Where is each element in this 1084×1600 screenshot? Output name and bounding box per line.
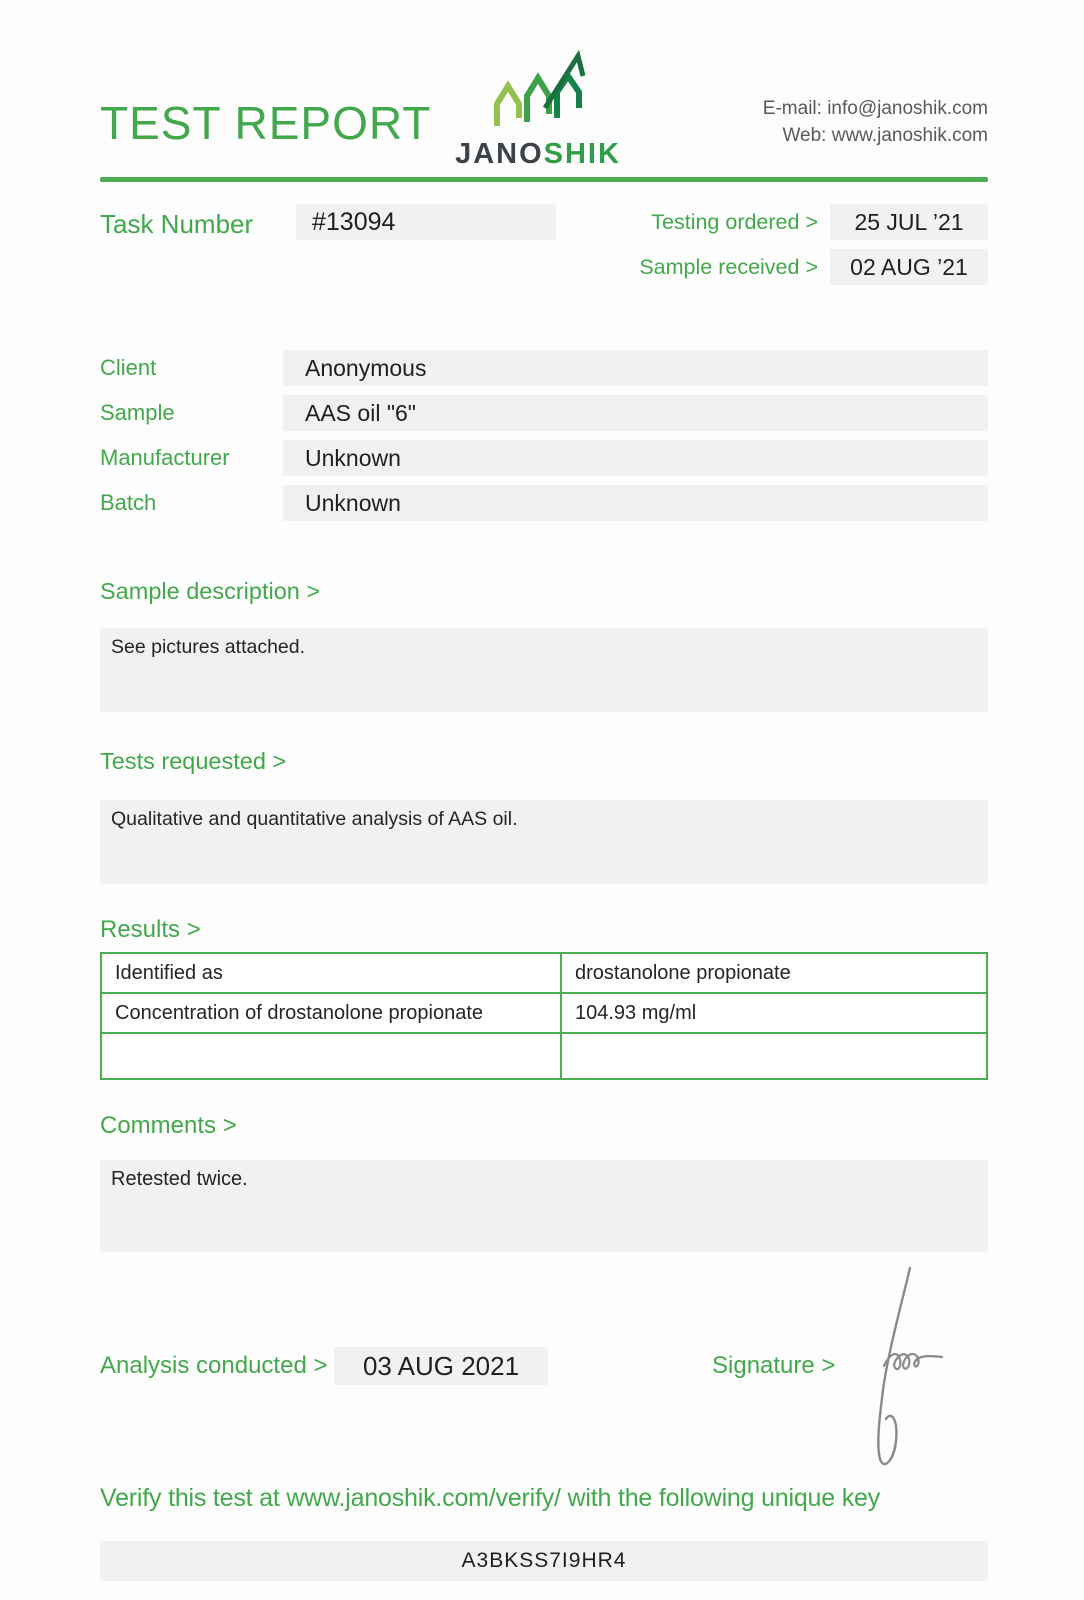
- sample-description-text: See pictures attached.: [111, 636, 306, 658]
- manufacturer-label: Manufacturer: [100, 445, 230, 470]
- header-divider: [100, 177, 988, 182]
- result-label-empty: [101, 1033, 561, 1079]
- sample-received-row: [560, 249, 988, 285]
- sample-description-heading: Sample description >: [100, 578, 321, 604]
- testing-ordered-row: [560, 204, 988, 240]
- analysis-conducted-label: Analysis conducted >: [100, 1352, 328, 1379]
- comments-box: [100, 1160, 988, 1252]
- result-value-concentration: 104.93 mg/ml: [561, 993, 987, 1033]
- tests-requested-box: [100, 800, 988, 884]
- logo-jano-text: JANO: [455, 138, 544, 170]
- client-label: Client: [100, 355, 157, 380]
- tests-requested-text: Qualitative and quantitative analysis of AAS oil.: [111, 808, 518, 830]
- growth-chart-icon: [479, 50, 597, 136]
- results-table: [100, 952, 988, 1080]
- contact-info: [763, 95, 988, 149]
- brand-logo: [438, 50, 638, 171]
- result-label-identified-as: Identified as: [101, 953, 561, 993]
- testing-ordered-label: Testing ordered >: [651, 209, 818, 234]
- verify-instruction: Verify this test at www.janoshik.com/verify/ with the following unique key: [100, 1484, 880, 1512]
- result-value-identified-as: drostanolone propionate: [561, 953, 987, 993]
- unique-key-value: A3BKSS7I9HR4: [100, 1541, 988, 1581]
- logo-wordmark: [438, 138, 638, 171]
- sample-label: Sample: [100, 400, 175, 425]
- comments-heading: Comments >: [100, 1112, 237, 1139]
- results-row: [101, 993, 987, 1033]
- results-row: [101, 953, 987, 993]
- contact-email: E-mail: info@janoshik.com: [762, 98, 988, 119]
- sample-description-box: [100, 628, 988, 712]
- page-title: TEST REPORT: [100, 97, 432, 149]
- comments-text: Retested twice.: [111, 1168, 248, 1190]
- client-value: Anonymous: [283, 350, 988, 386]
- result-label-concentration: Concentration of drostanolone propionate: [101, 993, 561, 1033]
- logo-shik-text: SHIK: [543, 138, 621, 170]
- manufacturer-value: Unknown: [283, 440, 988, 476]
- results-row-empty: [101, 1033, 987, 1079]
- task-number-label: Task Number: [100, 209, 254, 239]
- batch-label: Batch: [100, 490, 157, 515]
- task-number-value: #13094: [296, 204, 556, 240]
- batch-value: Unknown: [283, 485, 988, 521]
- sample-value: AAS oil "6": [283, 395, 988, 431]
- signature-image: [846, 1260, 956, 1475]
- signature-label: Signature >: [712, 1352, 836, 1379]
- result-value-empty: [561, 1033, 987, 1079]
- testing-ordered-value: 25 JUL ’21: [830, 204, 988, 240]
- results-heading: Results >: [100, 916, 201, 943]
- sample-received-value: 02 AUG ’21: [830, 249, 988, 285]
- tests-requested-heading: Tests requested >: [100, 748, 287, 774]
- contact-web: Web: www.janoshik.com: [782, 125, 988, 146]
- sample-received-label: Sample received >: [639, 254, 818, 279]
- analysis-conducted-value: 03 AUG 2021: [334, 1347, 548, 1385]
